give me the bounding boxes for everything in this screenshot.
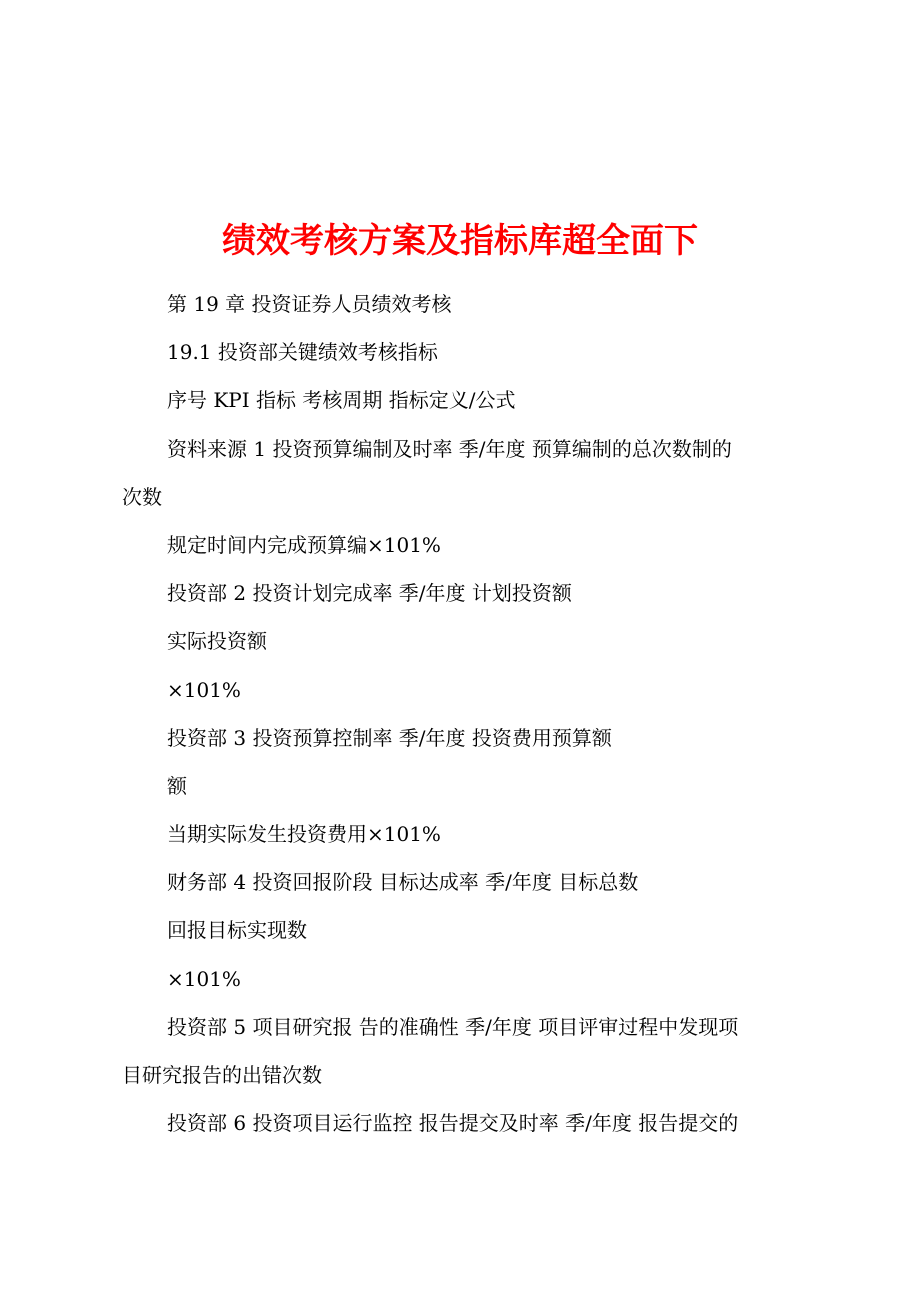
- text-line: 投资部 5 项目研究报 告的准确性 季/年度 项目评审过程中发现项: [167, 1014, 739, 1039]
- text-line: 投资部 6 投资项目运行监控 报告提交及时率 季/年度 报告提交的: [167, 1111, 739, 1136]
- text-line: 投资部 2 投资计划完成率 季/年度 计划投资额: [167, 581, 572, 606]
- document-body: [122, 280, 812, 1147]
- text-line: 回报目标实现数: [167, 918, 307, 943]
- text-line: 投资部 3 投资预算控制率 季/年度 投资费用预算额: [167, 725, 612, 750]
- text-line: 规定时间内完成预算编×101%: [167, 532, 441, 557]
- text-line: 目研究报告的出错次数: [122, 1063, 322, 1087]
- text-line: 19.1 投资部关键绩效考核指标: [167, 340, 438, 365]
- text-line: 第 19 章 投资证券人员绩效考核: [167, 292, 452, 316]
- text-line: 当期实际发生投资费用×101%: [167, 822, 441, 847]
- text-line: ×101%: [167, 677, 241, 702]
- text-line: ×101%: [167, 966, 241, 991]
- text-line: 额: [167, 773, 187, 798]
- text-line: 资料来源 1 投资预算编制及时率 季/年度 预算编制的总次数制的: [167, 436, 732, 461]
- document-title: 绩效考核方案及指标库超全面下: [222, 220, 698, 261]
- text-line: 实际投资额: [167, 629, 267, 654]
- text-line: 序号 KPI 指标 考核周期 指标定义/公式: [167, 388, 516, 413]
- text-line: 财务部 4 投资回报阶段 目标达成率 季/年度 目标总数: [167, 870, 639, 895]
- text-line: 次数: [122, 484, 162, 509]
